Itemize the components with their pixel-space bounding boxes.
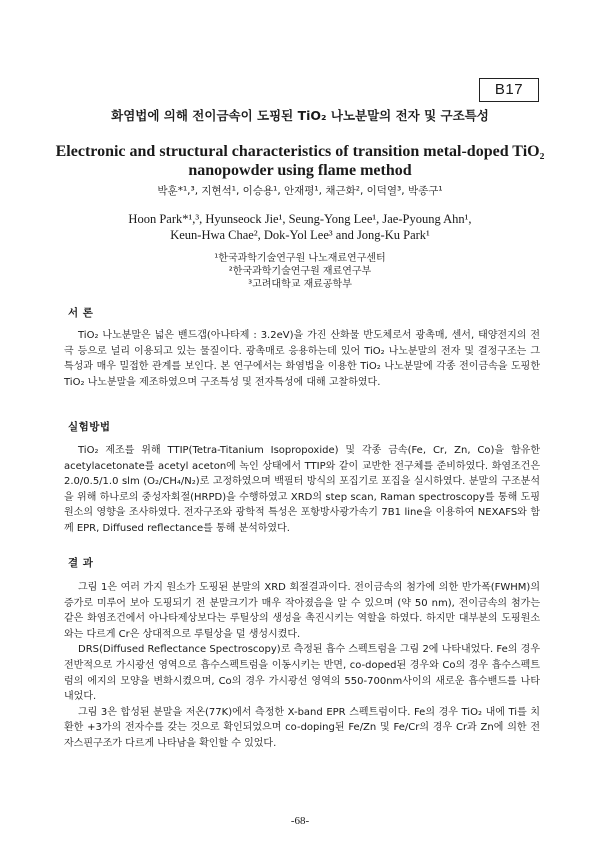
- section-heading-results: 결 과: [68, 557, 94, 569]
- section-body-results: [64, 580, 540, 752]
- results-paragraph-3: 그림 3은 합성된 분말을 저온(77K)에서 측정한 X-band EPR 스펙트럼이다. Fe의 경우 TiO₂ 내에 Ti를 치환한 +3가의 전자수를 갖는 것으로 확인되었으며 co-doping된 Fe/Zn 및 Fe/Cr의 경우 Cr과 Zn에 의한 전자스핀구조가 다르게 나타남을 확인할 수 있었다.: [64, 706, 540, 749]
- authors-english-line-1: Hoon Park*¹,³, Hyunseock Jie¹, Seung-Yong Lee¹, Jae-Pyoung Ahn¹,: [128, 212, 472, 226]
- paper-code-box: B17: [479, 78, 539, 102]
- authors-english-line-2: Keun-Hwa Chae², Dok-Yol Lee³ and Jong-Ku Park¹: [170, 228, 430, 242]
- authors-korean: 박훈*¹,³, 지현석¹, 이승용¹, 안재평¹, 채근화², 이덕열³, 박종구¹: [157, 185, 443, 197]
- section-body-intro: [64, 328, 540, 390]
- methods-paragraph: TiO₂ 제조를 위해 TTIP(Tetra-Titanium Isopropoxide) 및 각종 금속(Fe, Cr, Zn, Co)을 함유한 acetylacetonate를 acetyl aceton에 녹인 상태에서 TTIP와 같이 교반한 전구체를 준비하였다. 화염조건은 2.0/0.5/1.0 slm (O₂/CH₄/N₂)로 고정하였으며 백필터 방식의 포집기로 포집을 실시하였다. 분말의 구조분석을 위해 하나로의 중성자회절(HRPD)을 수행하였고 XRD의 step scan, Raman spectroscopy를 통해 도핑원소의 영향을 조사하였다. 전자구조와 광학적 특성은 포항방사광가속기 7B1 line을 이용하여 NEXAFS와 함께 EPR, Diffused reflectance를 통해 분석하였다.: [64, 445, 540, 534]
- affiliations: [20, 252, 580, 291]
- page-number: -68-: [290, 815, 310, 827]
- title-korean: 화염법에 의해 전이금속이 도핑된 TiO₂ 나노분말의 전자 및 구조특성: [111, 108, 489, 123]
- results-paragraph-2: DRS(Diffused Reflectance Spectroscopy)로 측정된 흡수 스펙트럼을 그림 2에 나타내었다. Fe의 경우 전반적으로 가시광선 영역으로 흡수스펙트럼을 이동시키는 반면, co-doped된 경우와 Co의 경우 흡수스펙트럼의 에지의 모양을 변화시켰으며, Co의 경우 가시광선 영역의 550-700nm사이의 새로운 흡수밴드를 나타내었다.: [64, 644, 540, 703]
- intro-paragraph: TiO₂ 나노분말은 넓은 밴드갭(아나타제 : 3.2eV)을 가진 산화물 반도체로서 광촉매, 센서, 태양전지의 전극 등으로 널리 이용되고 있는 물질이다. 광촉매로 응용하는데 있어 TiO₂ 나노분말의 전자 및 결정구조는 그 특성과 매우 밀접한 관계를 보인다. 본 연구에서는 화염법을 이용한 TiO₂ 나노분말에 각종 전이금속을 도핑한 TiO₂ 나노분말을 제조하였으며 구조특성 및 전자특성에 대해 고찰하였다.: [64, 330, 540, 388]
- affiliation-2: ²한국과학기술연구원 재료연구부: [228, 266, 372, 277]
- section-heading-intro: 서 론: [68, 307, 94, 319]
- affiliation-3: ³고려대학교 재료공학부: [248, 279, 352, 290]
- authors-english: [60, 211, 540, 243]
- section-heading-methods: 실험방법: [68, 421, 111, 433]
- section-body-methods: [64, 443, 540, 537]
- title-english: [40, 142, 560, 180]
- affiliation-1: ¹한국과학기술연구원 나노재료연구센터: [214, 253, 386, 264]
- title-english-line-1: Electronic and structural characteristics of transition metal-doped TiO₂: [55, 143, 545, 160]
- title-english-line-2: nanopowder using flame method: [188, 162, 412, 179]
- results-paragraph-1: 그림 1은 여러 가지 원소가 도핑된 분말의 XRD 회절결과이다. 전이금속의 첨가에 의한 반가폭(FWHM)의 증가로 미루어 보아 도핑되기 전 분말크기가 매우 작아졌음을 알 수 있으며 (약 50 nm), 전이금속의 첨가는 같은 화염조건에서 아나타제상보다는 루틸상의 생성을 촉진시키는 역할을 하였다. 하지만 대부분의 도핑원소와는 다르게 Cr은 상대적으로 루틸상을 덜 생성시켰다.: [64, 582, 540, 640]
